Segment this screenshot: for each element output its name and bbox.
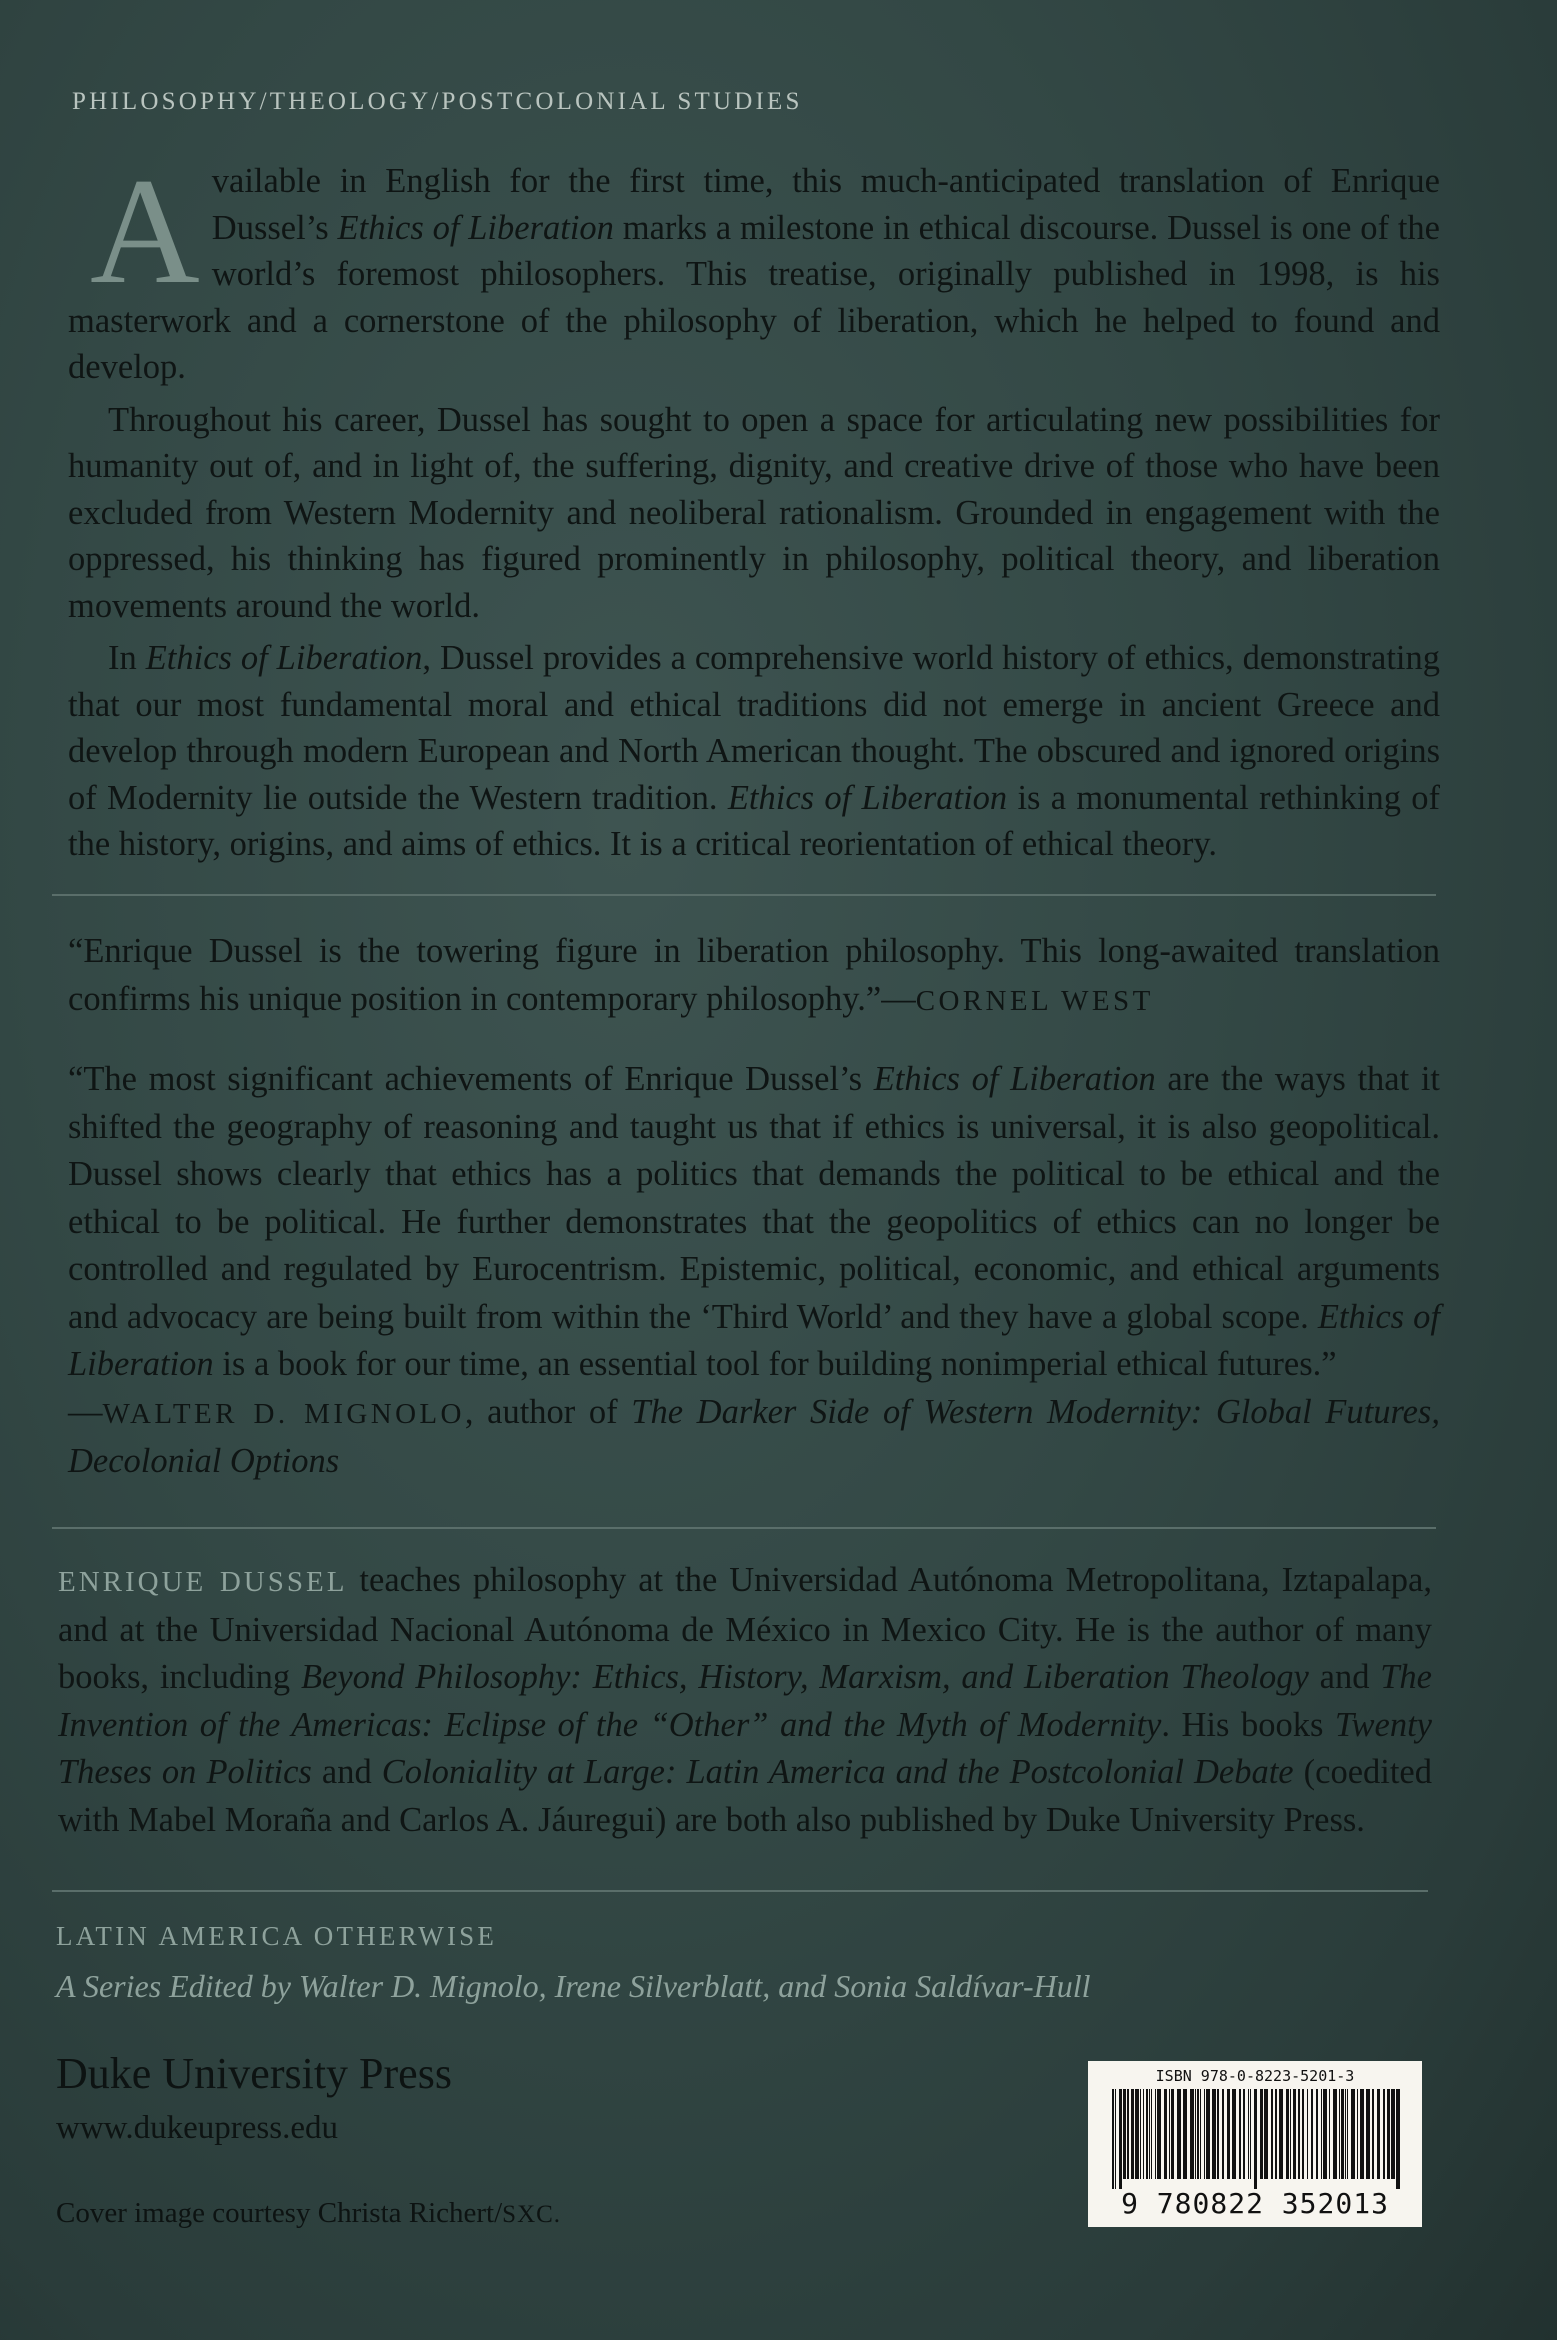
barcode-bar	[1345, 2089, 1346, 2179]
barcode-bar	[1212, 2089, 1216, 2179]
barcode-bar	[1260, 2089, 1263, 2179]
author-bio: ENRIQUE DUSSEL teaches philosophy at the Universidad Autónoma Metropolitana, Iztapalapa, and at the Universidad Nacional Autónoma de México in Mexico City. He is the author of many books, including Beyond Philosophy: Ethics, History, Marxism, and Liberation Theology and The Invention of the Americas: Eclipse of the “Other” and the Myth of Modernity. His books Twenty Theses on Politics and Coloniality at Large: Latin America and the Postcolonial Debate (coedited with Mabel Moraña and Carlos A. Jáuregui) are both also published by Duke University Press.	[58, 1561, 1432, 1839]
barcode-bar	[1127, 2089, 1129, 2179]
barcode-bar	[1293, 2089, 1296, 2179]
barcode-bar	[1177, 2089, 1181, 2179]
barcode-bar	[1206, 2089, 1210, 2179]
drop-cap: A	[90, 147, 200, 315]
barcode-bar	[1275, 2089, 1277, 2179]
barcode-bar	[1307, 2089, 1308, 2179]
barcode-bar	[1149, 2089, 1150, 2179]
divider	[52, 1890, 1428, 1892]
book-title: Beyond Philosophy: Ethics, History, Marxism, and Liberation Theology	[300, 1658, 1309, 1696]
barcode-bar	[1290, 2089, 1291, 2179]
barcode-bar	[1347, 2089, 1348, 2179]
barcode-bar	[1372, 2089, 1374, 2179]
barcode-bar	[1197, 2089, 1199, 2179]
barcode-bar	[1222, 2089, 1224, 2179]
book-title: Twenty Theses on Politics	[58, 1705, 1432, 1791]
barcode-digits: 9 780822 352013	[1121, 2187, 1389, 2220]
endorsement-cornel-west	[68, 928, 1440, 1025]
barcode-bar	[1360, 2089, 1364, 2179]
barcode-bar	[1171, 2089, 1174, 2179]
barcode-bar	[1190, 2089, 1194, 2179]
barcode-bar	[1286, 2089, 1289, 2179]
series-editors: A Series Edited by Walter D. Mignolo, Irene Silverblatt, and Sonia Saldívar-Hull	[56, 1968, 1091, 2004]
author-name: ENRIQUE DUSSEL	[58, 1566, 348, 1598]
barcode-bar	[1333, 2089, 1337, 2179]
barcode-bar	[1112, 2089, 1114, 2189]
book-title: Ethics of Liberation	[873, 1060, 1156, 1098]
barcode-bar	[1227, 2089, 1230, 2179]
barcode-bar	[1264, 2089, 1268, 2179]
category-label: PHILOSOPHY/THEOLOGY/POSTCOLONIAL STUDIES	[72, 88, 803, 115]
book-title: Coloniality at Large: Latin America and the Postcolonial Debate	[381, 1753, 1294, 1791]
barcode-bar	[1155, 2089, 1156, 2179]
quote-text: “Enrique Dussel is the towering figure in liberation philosophy. This long-awaited translation confirms his unique position in contemporary philosophy.”—	[68, 932, 1440, 1018]
barcode-bar	[1243, 2089, 1245, 2179]
barcode-bar	[1200, 2089, 1201, 2179]
barcode-bar	[1302, 2089, 1304, 2179]
book-title: The Invention of the Americas: Eclipse of the “Other” and the Myth of Modernity	[58, 1658, 1432, 1744]
barcode-bar	[1217, 2089, 1219, 2179]
quote-author: WALTER D. MIGNOLO	[102, 1397, 465, 1430]
barcode-bar	[1232, 2089, 1236, 2179]
quote-author: CORNEL WEST	[915, 984, 1154, 1017]
barcode-bar	[1396, 2089, 1400, 2189]
barcode-bar	[1341, 2089, 1344, 2179]
barcode-bar	[1146, 2089, 1148, 2179]
barcode-bar	[1298, 2089, 1300, 2179]
barcode-bar	[1323, 2089, 1327, 2179]
barcode-bar	[1339, 2089, 1340, 2179]
barcode-bar	[1351, 2089, 1355, 2179]
barcode-bar	[1239, 2089, 1241, 2179]
publisher-name: Duke University Press	[56, 2049, 452, 2098]
book-title: Ethics of Liberation	[727, 778, 1008, 817]
barcode-bar	[1140, 2089, 1141, 2179]
barcode-bar	[1254, 2089, 1257, 2189]
barcode-bar	[1366, 2089, 1370, 2179]
isbn-barcode	[1088, 2061, 1422, 2227]
book-title: Ethics of Liberation	[145, 639, 423, 677]
series-title: LATIN AMERICA OTHERWISE	[56, 1921, 498, 1951]
barcode-bar	[1164, 2089, 1167, 2179]
barcode-bar	[1119, 2089, 1122, 2189]
barcode-bar	[1321, 2089, 1322, 2179]
barcode-bar	[1248, 2089, 1249, 2179]
book-title: Ethics of Liberation	[68, 1297, 1440, 1383]
barcode-bar	[1183, 2089, 1187, 2179]
barcode-bar	[1387, 2089, 1390, 2179]
endorsement-walter-mignolo: “The most significant achievements of Enrique Dussel’s Ethics of Liberation are the ways that it shifted the geography of reasoning and taught us that if ethics is universal, it is also geopolitical. Dussel shows clearly that ethics has a politics that demands the political to be ethical and the ethical to be political. He further demonstrates that the geopolitics of ethics can no longer be controlled and regulated by Eurocentrism. Epistemic, political, economic, and ethical arguments and advocacy are being built from within the ‘Third World’ and they have a global scope. Ethics of Liberation is a book for our time, an essential tool for building nonimperial ethical futures.” —WALTER D. MIGNOLO, author of The Darker Side of Western Modernity: Global Futures, Decolonial Options	[68, 1060, 1440, 1480]
barcode-bar	[1279, 2089, 1283, 2179]
cover-image-credit: Cover image courtesy Christa Richert/SXC.	[56, 2197, 562, 2229]
barcode-bar	[1383, 2089, 1385, 2179]
barcode-bar	[1195, 2089, 1196, 2179]
barcode-bar	[1115, 2089, 1116, 2189]
barcode-bar	[1311, 2089, 1313, 2179]
barcode-bar	[1169, 2089, 1170, 2179]
book-title: Ethics of Liberation	[337, 208, 614, 247]
description-paragraph-1: Available in English for the first time, this much-anticipated translation of Enrique Dussel’s Ethics of Liberation marks a milestone in ethical discourse. Dussel is one of the world’s foremost philosophers. This treatise, originally published in 1998, is his masterwork and a cornerstone of the philosophy of liberation, which he helped to found and develop.	[68, 147, 1440, 386]
barcode-bar	[1250, 2089, 1251, 2179]
publisher-website: www.dukeupress.edu	[56, 2110, 338, 2146]
book-description	[68, 147, 1441, 874]
divider	[52, 1527, 1436, 1529]
barcode-bar	[1151, 2089, 1152, 2179]
barcode-bar	[1377, 2089, 1380, 2179]
barcode-bar	[1316, 2089, 1318, 2179]
barcode-bars	[1088, 2089, 1422, 2189]
barcode-bar	[1357, 2089, 1358, 2179]
divider	[52, 894, 1436, 896]
barcode-bar	[1135, 2089, 1139, 2179]
description-paragraph-3: In Ethics of Liberation, Dussel provides a comprehensive world history of ethics, demonstrating that our most fundamental moral and ethical traditions did not emerge in ancient Greece and develop through modern European and North American thought. The obscured and ignored origins of Modernity lie outside the Western tradition. Ethics of Liberation is a monumental rethinking of the history, origins, and aims of ethics. It is a critical reorientation of ethical theory.	[68, 639, 1441, 863]
barcode-bar	[1271, 2089, 1273, 2179]
barcode-bar	[1123, 2089, 1126, 2179]
barcode-bar	[1329, 2089, 1330, 2179]
barcode-bar	[1131, 2089, 1134, 2179]
isbn-text: ISBN 978-0-8223-5201-3	[1155, 2067, 1355, 2085]
description-paragraph-2: Throughout his career, Dussel has sought to open a space for articulating new possibilities for humanity out of, and in light of, the suffering, dignity, and creative drive of those who have been excluded from Western Modernity and neoliberal rationalism. Grounded in engagement with the oppressed, his thinking has figured prominently in philosophy, political theory, and liberation movements around the world.	[68, 400, 1440, 625]
barcode-bar	[1391, 2089, 1395, 2179]
barcode-bar	[1143, 2089, 1144, 2179]
book-title: The Darker Side of Western Modernity: Global Futures, Decolonial Options	[68, 1392, 1440, 1480]
barcode-bar	[1204, 2089, 1205, 2179]
barcode-bar	[1157, 2089, 1161, 2179]
